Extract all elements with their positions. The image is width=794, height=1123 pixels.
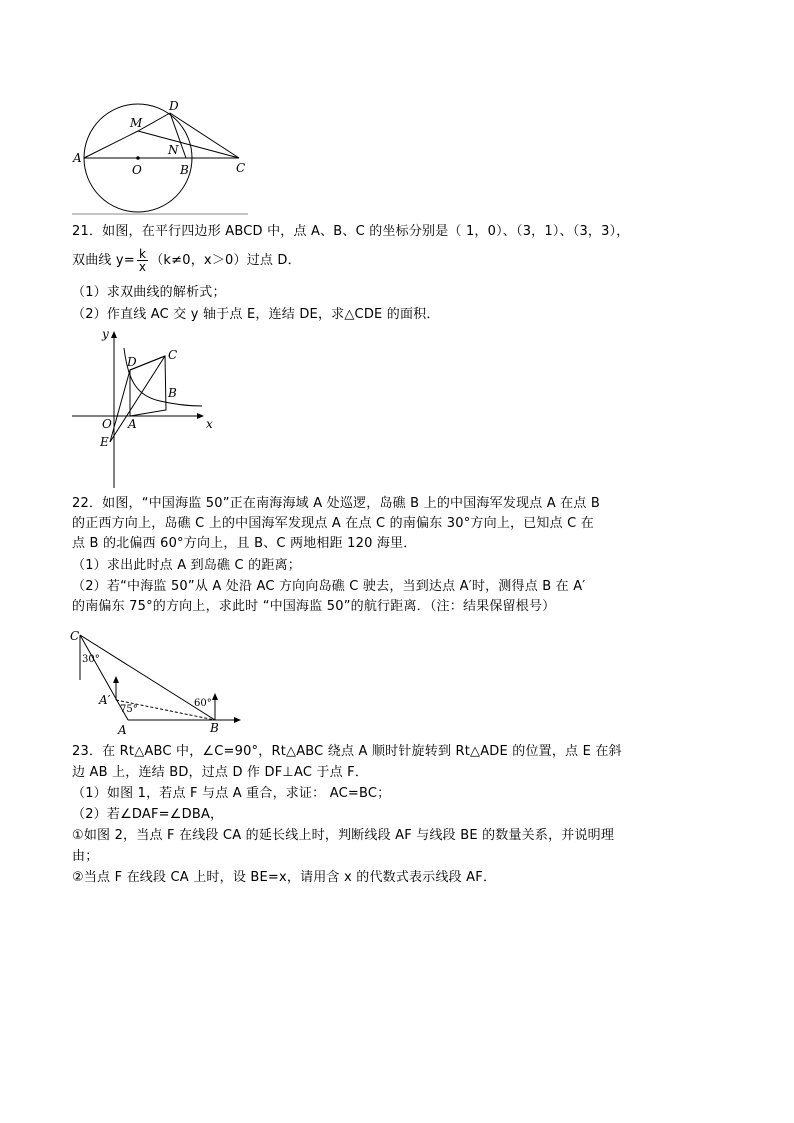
label-c: C bbox=[236, 161, 246, 175]
q21-func-prefix: 双曲线 y= bbox=[72, 253, 135, 268]
q22-line2: 的正西方向上，岛礁 C 上的中国海军发现点 A 在点 C 的南偏东 30°方向上，已知点 C 在 bbox=[72, 516, 594, 531]
segment-am bbox=[84, 131, 138, 158]
label-d: D bbox=[169, 99, 179, 113]
arrow-east bbox=[234, 717, 241, 723]
q23-line7: ②当点 F 在线段 CA 上时，设 BE=x，请用含 x 的代数式表示线段 AF． bbox=[72, 870, 497, 885]
q23-line2: 边 AB 上，连结 BD，过点 D 作 DF⊥AC 于点 F． bbox=[72, 765, 369, 780]
q22-line3: 点 B 的北偏西 60°方向上，且 B、C 两地相距 120 海里． bbox=[72, 536, 417, 551]
label-c: C bbox=[168, 348, 178, 362]
center-point bbox=[136, 156, 140, 160]
q23-line4: （2）若∠DAF=∠DBA， bbox=[72, 807, 224, 822]
label-y: y bbox=[102, 327, 109, 341]
label-a-prime: A′ bbox=[99, 693, 111, 707]
arrow-north-a1 bbox=[113, 676, 119, 683]
label-o: O bbox=[132, 163, 142, 177]
circle-figure bbox=[72, 98, 248, 216]
label-a: A bbox=[128, 417, 137, 431]
navigation-figure bbox=[68, 620, 248, 738]
arrow-north-b bbox=[212, 693, 218, 700]
label-a: A bbox=[118, 723, 127, 737]
segment-md bbox=[138, 113, 170, 131]
q23-line3: （1）如图 1，若点 F 与点 A 重合，求证： AC=BC； bbox=[72, 786, 391, 801]
label-o: O bbox=[102, 417, 112, 431]
label-b: B bbox=[180, 163, 189, 177]
label-n: N bbox=[168, 143, 179, 157]
q21-line3: （1）求双曲线的解析式； bbox=[72, 285, 226, 300]
q22-line1: 22．如图，“中国海监 50”正在南海海域 A 处巡逻，岛礁 B 上的中国海军发现点 A 在点 B bbox=[72, 496, 601, 511]
label-b: B bbox=[210, 721, 219, 735]
segment-mc bbox=[138, 131, 239, 158]
line-ac bbox=[110, 356, 165, 442]
segment-dc bbox=[170, 113, 239, 158]
label-a: A bbox=[73, 151, 82, 165]
angle-75: 75° bbox=[120, 704, 138, 715]
q21-line4: （2）作直线 AC 交 y 轴于点 E，连结 DE，求△CDE 的面积． bbox=[72, 307, 440, 322]
fraction-numerator: k bbox=[137, 248, 148, 261]
q23-line6: 由； bbox=[72, 849, 99, 864]
x-axis-arrow bbox=[197, 413, 204, 419]
q22-line5: （2）若“中海监 50”从 A 处沿 AC 方向向岛礁 C 驶去，当到达点 A′时，测得点 B 在 A′ bbox=[72, 579, 586, 594]
coordinate-figure bbox=[72, 326, 222, 490]
angle-30: 30° bbox=[82, 654, 100, 665]
q23-line5: ①如图 2，当点 F 在线段 CA 的延长线上时，判断线段 AF 与线段 BE 的数量关系，并说明理 bbox=[72, 828, 615, 843]
y-axis-arrow bbox=[111, 331, 117, 338]
label-c: C bbox=[70, 629, 80, 643]
q23-line1: 23．在 Rt△ABC 中，∠C=90°，Rt△ABC 绕点 A 顺时针旋转到 Rt△ADE 的位置，点 E 在斜 bbox=[72, 744, 622, 759]
fraction-denominator: x bbox=[138, 260, 147, 274]
label-e: E bbox=[100, 435, 109, 449]
label-d: D bbox=[127, 355, 137, 369]
label-b: B bbox=[168, 386, 177, 400]
label-x: x bbox=[206, 417, 213, 431]
q21-line2 bbox=[72, 246, 301, 276]
q22-line6: 的南偏东 75°的方向上，求此时 “中国海监 50”的航行距离．（注：结果保留根号） bbox=[72, 599, 556, 614]
q22-line4: （1）求出此时点 A 到岛礁 C 的距离； bbox=[72, 558, 301, 573]
line-de bbox=[110, 370, 130, 442]
fraction-k-over-x bbox=[137, 248, 148, 273]
label-m: M bbox=[130, 116, 143, 130]
angle-60: 60° bbox=[194, 698, 212, 709]
q21-line1: 21．如图，在平行四边形 ABCD 中，点 A、B、C 的坐标分别是（ 1，0）、（3，1）、（3，3）， bbox=[72, 224, 630, 239]
q21-func-suffix: （k≠0，x＞0）过点 D． bbox=[150, 253, 301, 268]
